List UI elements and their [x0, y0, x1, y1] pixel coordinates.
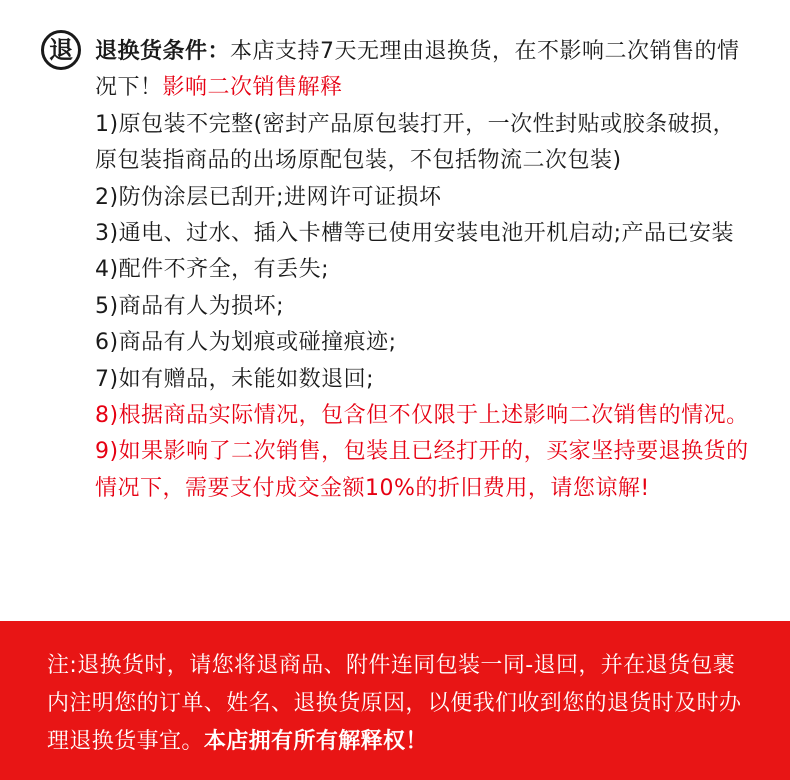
policy-intro — [95, 34, 755, 107]
note-paragraph — [47, 647, 757, 761]
policy-intro-text: 本店支持7天无理由退换货，在不影响二次销售的情况下！ — [95, 39, 740, 101]
policy-item-1: 1)原包装不完整(密封产品原包装打开，一次性封贴或胶条破损，原包装指商品的出场原配包装，不包括物流二次包装) — [95, 111, 736, 174]
policy-item-7: 7)如有赠品，未能如数退回; — [95, 366, 374, 392]
policy-item-2: 2)防伪涂层已刮开;进网许可证损坏 — [95, 184, 442, 210]
return-badge-icon: 退 — [41, 30, 81, 70]
policy-item-8: 8)根据商品实际情况，包含但不仅限于上述影响二次销售的情况。 — [95, 403, 749, 429]
policy-item-3: 3)通电、过水、插入卡槽等已使用安装电池开机启动;产品已安装 — [95, 221, 734, 247]
policy-item-6: 6)商品有人为划痕或碰撞痕迹; — [95, 330, 397, 356]
note-text: 注:退换货时，请您将退商品、附件连同包装一同-退回，并在退货包裹内注明您的订单、姓名、退换货原因，以便我们收到您的退货时及时办理退换货事宜。 — [47, 653, 742, 754]
policy-item-4: 4)配件不齐全，有丢失; — [95, 257, 329, 283]
policy-item-5: 5)商品有人为损坏; — [95, 293, 284, 319]
note-banner — [0, 621, 790, 780]
rights-statement: 本店拥有所有解释权！ — [203, 729, 428, 754]
policy-content — [95, 34, 755, 507]
policy-item-9: 9)如果影响了二次销售，包装且已经打开的，买家坚持要退换货的情况下，需要支付成交金额10%的折旧费用，请您谅解! — [95, 439, 749, 501]
policy-title: 退换货条件： — [95, 39, 231, 64]
explanation-highlight: 影响二次销售解释 — [162, 75, 343, 101]
